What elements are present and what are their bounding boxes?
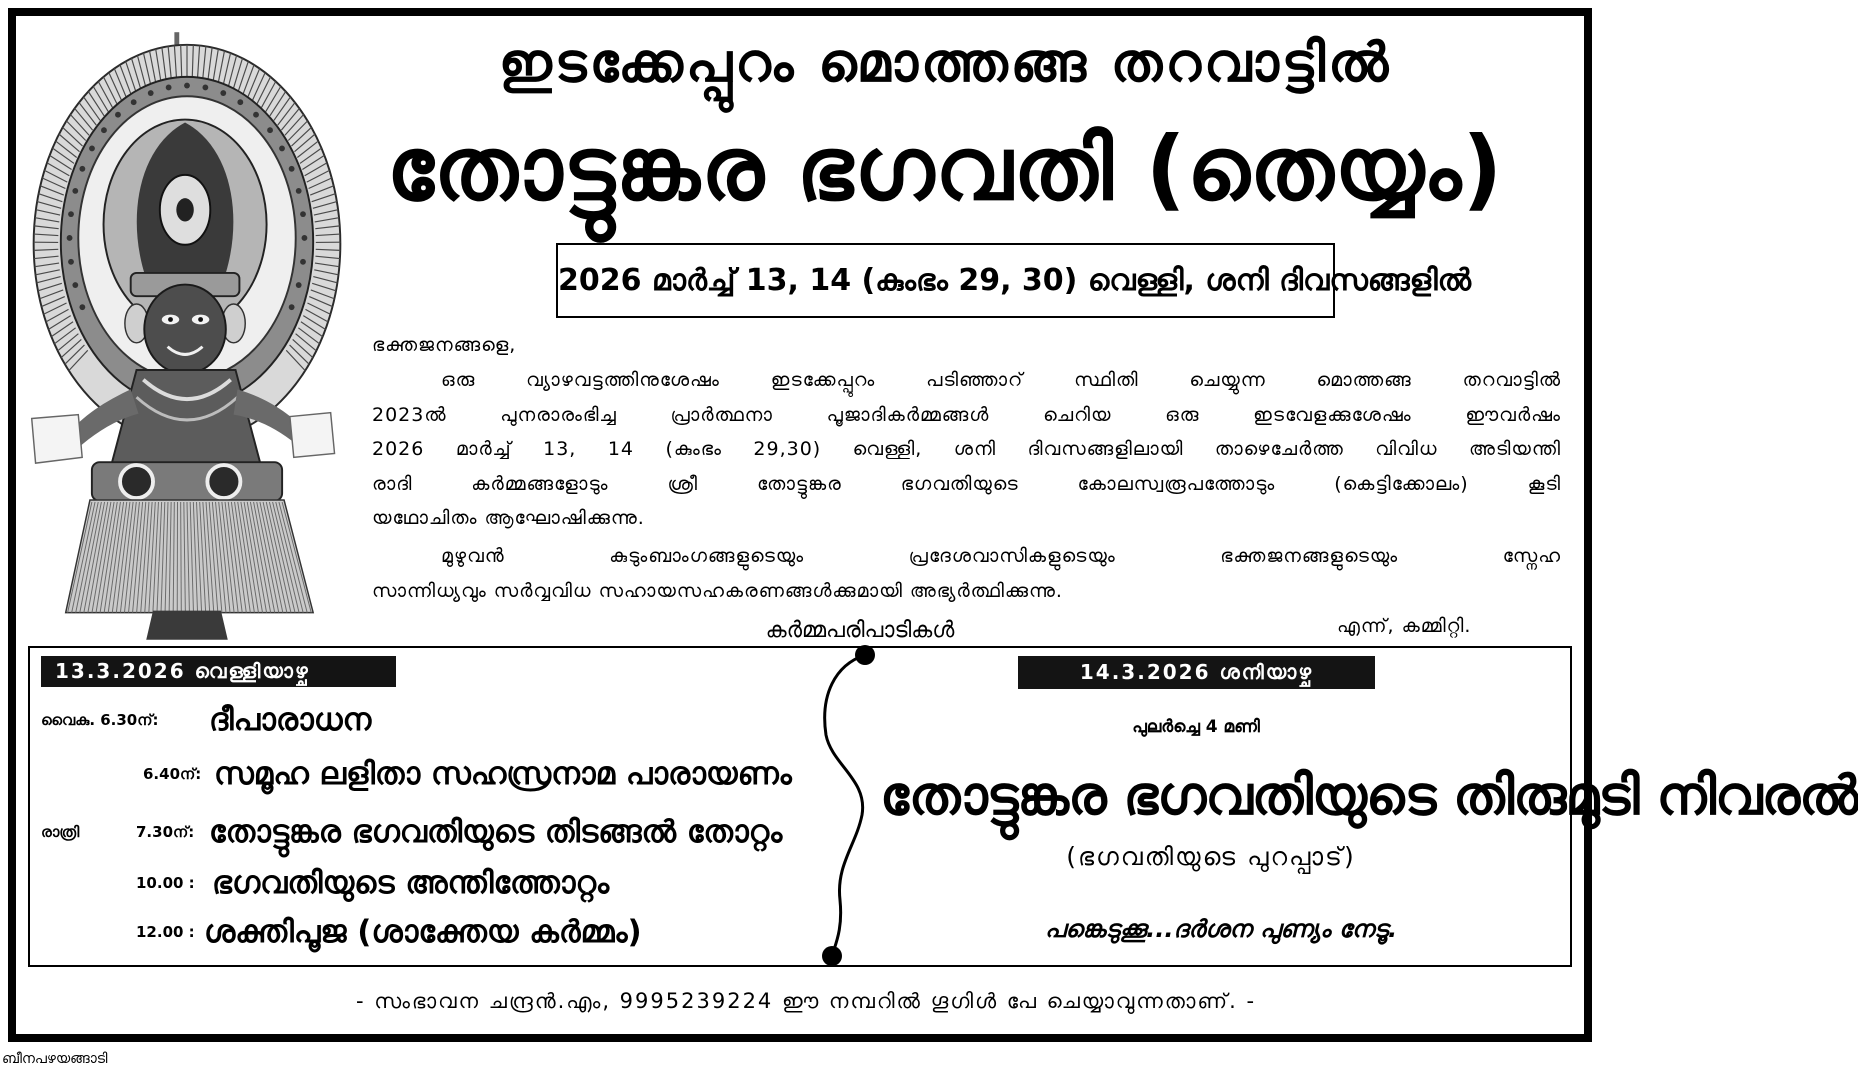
day1-item-event: ശക്തിപൂജ (ശാക്തേയ കർമ്മം) (204, 914, 642, 950)
paragraph-line: യഥോചിതം ആഘോഷിക്കുന്നു. (372, 507, 645, 529)
headdress-dot (72, 188, 78, 194)
headdress-dot (253, 112, 259, 118)
belt-disc-left (120, 465, 153, 498)
title-line-2: തോട്ടുങ്കര ഭഗവതി (തെയ്യം) (386, 117, 1504, 220)
day1-item-time: 10.00 : (136, 874, 195, 892)
right-hand-ornament (290, 413, 335, 458)
designer-credit: ബീനപഴയങ്ങാടി (2, 1051, 108, 1067)
headdress-dot (79, 304, 85, 310)
divider-line (825, 655, 865, 956)
headdress-dot (289, 166, 295, 172)
torso (111, 370, 260, 465)
headdress-dot (101, 127, 107, 133)
headdress-dot (79, 166, 85, 172)
day2-event: തോട്ടുങ്കര ഭഗവതിയുടെ തിരുമുടി നിവരൽ (880, 764, 1858, 827)
day1-item-period: രാത്രി (41, 823, 80, 841)
day1-item-event: ദീപാരാധന (209, 702, 372, 738)
headdress-dot (68, 211, 74, 217)
day1-item-time: 7.30ന്: (136, 823, 195, 841)
day2-time: പുലർച്ചെ 4 മണി (1132, 717, 1260, 737)
face (144, 285, 226, 374)
day1-item-event: തോട്ടുങ്കര ഭഗവതിയുടെ തിടങ്ങൽ തോറ്റം (209, 814, 783, 850)
paragraph-line: രാദി കർമ്മങ്ങളോടും ശ്രീ തോട്ടുങ്കര ഭഗവതിയുടെ കോലസ്വരൂപത്തോടും (കെട്ടിക്കോലം) കൂടി (372, 472, 1561, 495)
day2-event-note: (ഭഗവതിയുടെ പുറപ്പാട്) (1066, 842, 1356, 871)
donation-note: - സംഭാവന ചന്ദ്രൻ.എം, 9995239224 ഈ നമ്പറിൽ ഗൂഗിൾ പേ ചെയ്യാവുന്നതാണ്. - (355, 989, 1257, 1013)
headdress-dot (202, 85, 208, 91)
headdress-dot (115, 112, 121, 118)
paragraph-1 (372, 363, 1561, 536)
pupil-right (198, 317, 203, 322)
headdress-dot (289, 304, 295, 310)
headdress-dot (72, 282, 78, 288)
day2-date-label: 14.3.2026 ശനിയാഴ്ച (1018, 656, 1375, 689)
paragraph-line: ഒരു വ്യാഴവട്ടത്തിനുശേഷം ഇടക്കേപ്പുറം പടിഞ്ഞാറ് സ്ഥിതി ചെയ്യുന്ന മൊത്തങ്ങ തറവാട്ടിൽ (441, 369, 1561, 391)
pupil-left (168, 317, 173, 322)
feet (146, 611, 228, 640)
headdress-dot (296, 282, 302, 288)
paragraph-line: 2026 മാർച്ച് 13, 14 (കുംഭം 29,30) വെള്ളി, ശനി ദിവസങ്ങളിലായി താഴെചേർത്ത വിവിധ അടിയന്തി (372, 438, 1561, 460)
salutation: ഭക്തജനങ്ങളെ, (372, 334, 517, 356)
title-line-1: ഇടക്കേപ്പുറം മൊത്തങ്ങ തറവാട്ടിൽ (498, 31, 1392, 94)
headdress-dot (302, 235, 308, 241)
headdress-dot (279, 145, 285, 151)
paragraph-2 (372, 539, 1561, 608)
day1-item-event: ഭഗവതിയുടെ അന്തിത്തോറ്റം (212, 865, 610, 901)
headdress-dot (89, 145, 95, 151)
headdress-dot (220, 90, 226, 96)
day1-date-label: 13.3.2026 വെള്ളിയാഴ്ച (41, 656, 396, 687)
headdress-dot (184, 83, 190, 89)
paragraph-line: 2023ൽ പുനരാരംഭിച്ച പ്രാർത്ഥനാ പൂജാദികർമ്മങ്ങൾ ചെറിയ ഒരു ഇടവേളക്കുശേഷം ഈവർഷം (372, 403, 1561, 426)
headdress-dot (267, 127, 273, 133)
paragraph-line: സാന്നിധ്യവും സർവ്വവിധ സഹായസഹകരണങ്ങൾക്കുമായി അഭ്യർത്ഥിക്കുന്നു. (372, 579, 1063, 602)
headdress-dot (237, 99, 243, 105)
day1-item-time: 6.40ന്: (143, 765, 202, 783)
headdress-dot (68, 259, 74, 265)
divider-dot-bottom (822, 946, 842, 966)
headdress-jewel-center (176, 198, 193, 221)
belt-disc-right (207, 465, 240, 498)
divider-dot-top (855, 645, 875, 665)
headdress-dot (166, 85, 172, 91)
signature: എന്ന്, കമ്മിറ്റി. (1337, 615, 1472, 637)
day2-invitation: പങ്കെടുക്കൂ...ദർശന പുണ്യം നേടൂ. (1044, 915, 1398, 943)
headdress-dot (131, 99, 137, 105)
date-banner: 2026 മാർച്ച് 13, 14 (കുംഭം 29, 30) വെള്ളി, ശനി ദിവസങ്ങളിൽ (556, 243, 1335, 318)
headdress-dot (67, 235, 73, 241)
day1-item-event: സമൂഹ ലളിതാ സഹസ്രനാമ പാരായണം (214, 756, 792, 792)
paragraph-line: മുഴുവൻ കുടുംബാംഗങ്ങളുടെയും പ്രദേശവാസികളുടെയും ഭക്തജനങ്ങളുടെയും സ്നേഹ (441, 545, 1561, 567)
day1-item-time: 12.00 : (136, 923, 195, 941)
headdress-dot (148, 90, 154, 96)
left-hand-ornament (32, 415, 82, 464)
programme-heading: കർമ്മപരിപാടികൾ (765, 618, 955, 643)
headdress-dot (300, 259, 306, 265)
grass-strand (181, 502, 182, 613)
day1-item-time: വൈകു. 6.30ന്: (41, 711, 159, 729)
